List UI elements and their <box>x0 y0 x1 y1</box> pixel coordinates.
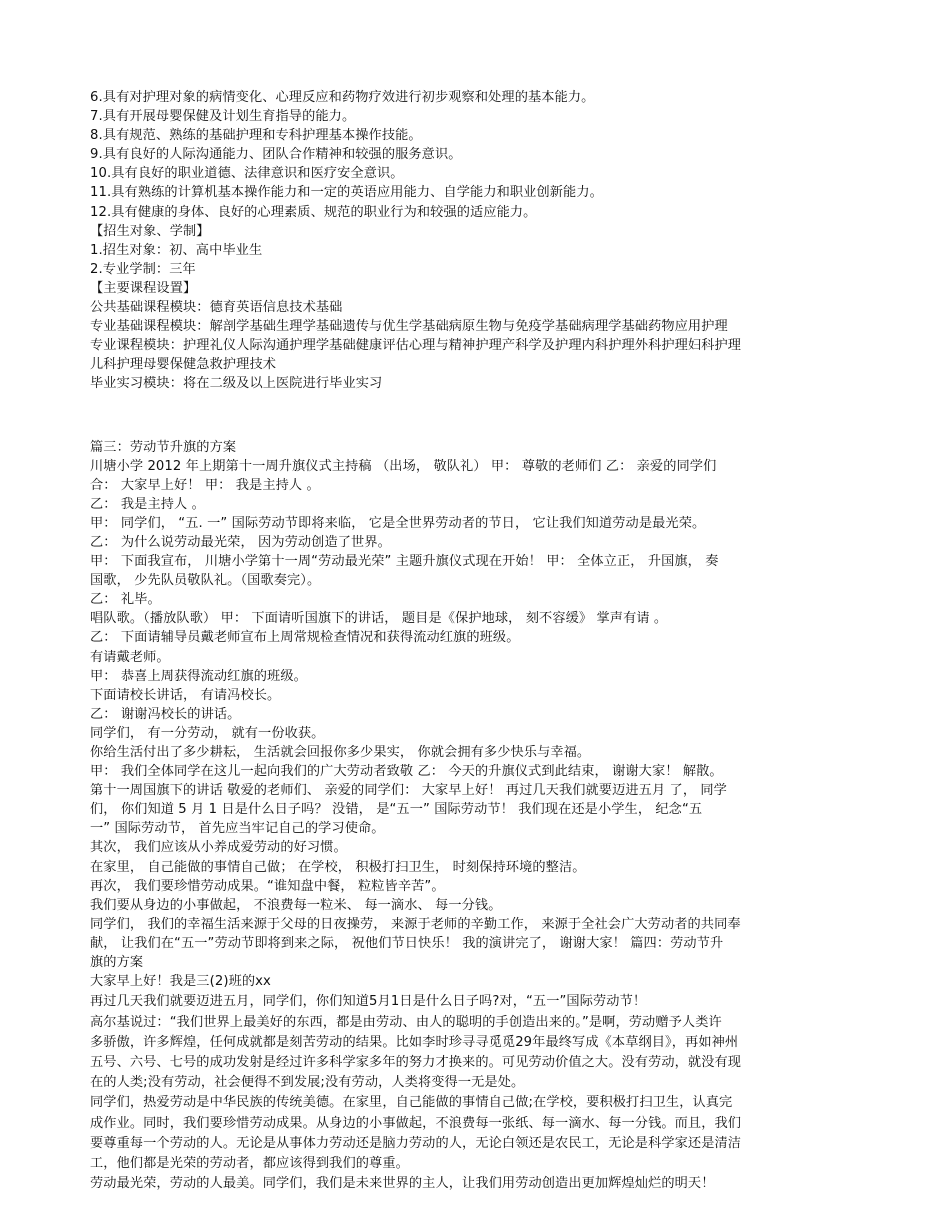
paragraph-line: 大家早上好！我是三(2)班的xx <box>90 974 271 990</box>
paragraph-line: 唱队歌。（播放队歌） 甲： 下面请听国旗下的讲话， 题目是《保护地球， 刻不容缓》 掌声有请 。 <box>90 611 668 627</box>
paragraph-line: 同学们， 有一分劳动， 就有一份收获。 <box>90 725 325 741</box>
ability-item: 8.具有规范、熟练的基础护理和专科护理基本操作技能。 <box>90 128 422 144</box>
paragraph-line: 甲： 恭喜上周获得流动红旗的班级。 <box>90 668 307 684</box>
paragraph-line: 在的人类;没有劳动，社会便得不到发展;没有劳动，人类将变得一无是处。 <box>90 1075 525 1091</box>
ability-item: 9.具有良好的人际沟通能力、团队合作精神和较强的服务意识。 <box>90 147 462 163</box>
section-3-body <box>90 438 860 973</box>
paragraph-line: 甲： 我们全体同学在这儿一起向我们的广大劳动者致敬 乙： 今天的升旗仪式到此结束， 谢谢大家！ 解散。 <box>90 764 723 780</box>
paragraph-line: 甲： 下面我宣布， 川塘小学第十一周“劳动最光荣” 主题升旗仪式现在开始！ 甲： 全体立正， 升国旗， 奏 <box>90 554 719 570</box>
paragraph-line: 下面请校长讲话， 有请冯校长。 <box>90 687 281 703</box>
paragraph-line: 旗的方案 <box>90 955 144 971</box>
ability-item: 12.具有健康的身体、良好的心理素质、规范的职业行为和较强的适应能力。 <box>90 204 537 220</box>
paragraph-line: 国歌， 少先队员敬队礼。（国歌奏完）。 <box>90 573 321 589</box>
paragraph-line: 成作业。同时，我们要珍惜劳动成果。从身边的小事做起，不浪费每一张纸、每一滴水、每一分钱。而且，我们 <box>90 1115 742 1131</box>
paragraph-line: 乙： 下面请辅导员戴老师宣布上周常规检查情况和获得流动红旗的班级。 <box>90 630 520 646</box>
paragraph-line: 工，他们都是光荣的劳动者，都应该得到我们的尊重。 <box>90 1155 409 1171</box>
paragraph-line: 再次， 我们要珍惜劳动成果。“谁知盘中餐， 粒粒皆辛苦”。 <box>90 878 445 894</box>
paragraph-line: 合： 大家早上好！ 甲： 我是主持人 。 <box>90 477 320 493</box>
paragraph-line: 再过几天我们就要迈进五月，同学们，你们知道5月1日是什么日子吗?对，“五一”国际劳动节！ <box>90 994 647 1010</box>
course-line: 儿科护理母婴保健急救护理技术 <box>90 357 277 373</box>
ability-item: 7.具有开展母婴保健及计划生育指导的能力。 <box>90 109 356 125</box>
section-4-body <box>90 972 860 1194</box>
course-line: 公共基础课程模块：德育英语信息技术基础 <box>90 300 343 316</box>
paragraph-line: 多骄傲，许多辉煌，任何成就都是刻苦劳动的结果。比如李时珍寻寻觅觅29年最终写成《本草纲目》，再如神州 <box>90 1034 739 1050</box>
paragraph-line: 乙： 谢谢冯校长的讲话。 <box>90 706 241 722</box>
paragraph-line: 们， 你们知道 5 月 1 日是什么日子吗？ 没错， 是“五一” 国际劳动节！ 我们现在还是小学生， 纪念“五 <box>90 802 703 818</box>
paragraph-line: 乙： 为什么说劳动最光荣， 因为劳动创造了世界。 <box>90 534 391 550</box>
section-3-title: 篇三：劳动节升旗的方案 <box>90 439 237 455</box>
abilities-list <box>90 88 860 222</box>
paragraph-line: 你给生活付出了多少耕耘， 生活就会回报你多少果实， 你就会拥有多少快乐与幸福。 <box>90 745 591 760</box>
document-page <box>90 88 860 1194</box>
ability-item: 10.具有良好的职业道德、法律意识和医疗安全意识。 <box>90 166 404 182</box>
enroll-line: 1.招生对象：初、高中毕业生 <box>90 242 263 258</box>
enroll-line: 2.专业学制：三年 <box>90 261 196 277</box>
paragraph-line: 在家里， 自己能做的事情自己做； 在学校， 积极打扫卫生， 时刻保持环境的整洁。 <box>90 859 586 875</box>
paragraph-line: 要尊重每一个劳动的人。无论是从事体力劳动还是脑力劳动的人，无论白领还是农民工，无论是科学家还是清洁 <box>90 1135 742 1151</box>
paragraph-line: 川塘小学 2012 年上期第十一周升旗仪式主持稿 （出场， 敬队礼） 甲： 尊敬的老师们 乙： 亲爱的同学们 <box>90 458 717 474</box>
paragraph-line: 同学们， 我们的幸福生活来源于父母的日夜操劳， 来源于老师的辛勤工作， 来源于全社会广大劳动者的共同奉 <box>90 916 741 932</box>
paragraph-line: 第十一周国旗下的讲话 敬爱的老师们、 亲爱的同学们： 大家早上好！ 再过几天我们就要迈进五月 了， 同学 <box>90 783 727 799</box>
paragraph-line: 乙： 我是主持人 。 <box>90 496 205 512</box>
paragraph-line: 同学们，热爱劳动是中华民族的传统美德。在家里，自己能做的事情自己做;在学校，要积极打扫卫生，认真完 <box>90 1095 733 1111</box>
paragraph-line: 乙： 礼毕。 <box>90 592 161 608</box>
paragraph-line: 有请戴老师。 <box>90 649 170 665</box>
paragraph-line: 一” 国际劳动节， 首先应当牢记自己的学习使命。 <box>90 821 385 837</box>
ability-item: 11.具有熟练的计算机基本操作能力和一定的英语应用能力、自学能力和职业创新能力。 <box>90 185 603 201</box>
ability-item: 6.具有对护理对象的病情变化、心理反应和药物疗效进行初步观察和处理的基本能力。 <box>90 90 595 105</box>
course-line: 毕业实习模块：将在二级及以上医院进行毕业实习 <box>90 376 383 392</box>
paragraph-line: 甲： 同学们， “五. 一” 国际劳动节即将来临， 它是全世界劳动者的节日， 它让我们知道劳动是最光荣。 <box>90 515 706 531</box>
course-heading: 【主要课程设置】 <box>90 280 197 296</box>
course-line: 专业基础课程模块：解剖学基础生理学基础遗传与优生学基础病原生物与免疫学基础病理学基础药物应用护理 <box>90 319 728 335</box>
paragraph-line: 高尔基说过：“我们世界上最美好的东西，都是由劳动、由人的聪明的手创造出来的。”是啊，劳动赠予人类许 <box>90 1014 722 1030</box>
paragraph-line: 献， 让我们在“五一”劳动节即将到来之际， 祝他们节日快乐！ 我的演讲完了， 谢谢大家！ 篇四：劳动节升 <box>90 935 724 951</box>
paragraph-line: 我们要从身边的小事做起， 不浪费每一粒米、 每一滴水、 每一分钱。 <box>90 897 502 913</box>
paragraph-line: 劳动最光荣，劳动的人最美。同学们，我们是未来世界的主人，让我们用劳动创造出更加辉煌灿烂的明天！ <box>90 1176 715 1192</box>
enroll-heading: 【招生对象、学制】 <box>90 223 210 239</box>
paragraph-line: 五号、六号、七号的成功发射是经过许多科学家多年的努力才换来的。可见劳动价值之大。没有劳动，就没有现 <box>90 1054 742 1070</box>
paragraph-line: 其次， 我们应该从小养成爱劳动的好习惯。 <box>90 840 347 856</box>
course-line: 专业课程模块：护理礼仪人际沟通护理学基础健康评估心理与精神护理产科学及护理内科护理外科护理妇科护理 <box>90 338 742 354</box>
